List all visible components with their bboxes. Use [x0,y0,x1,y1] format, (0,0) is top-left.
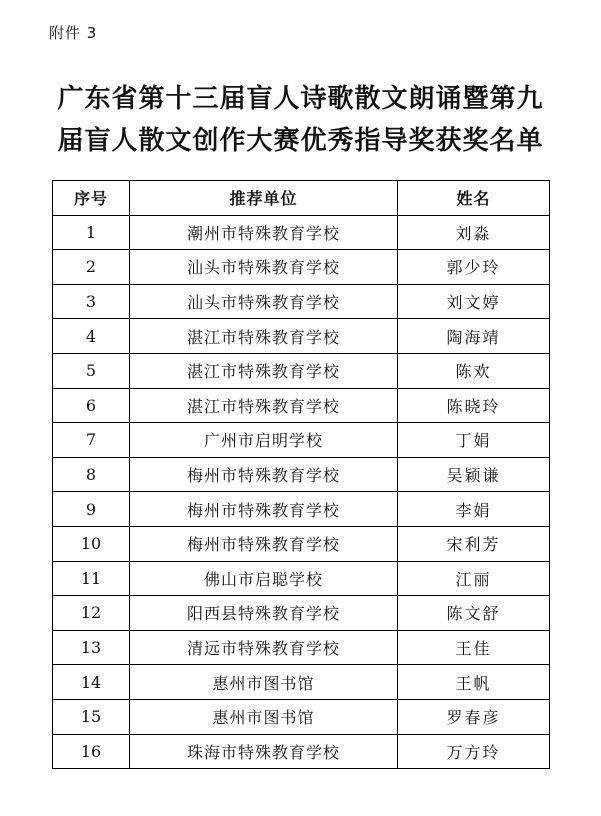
cell-name: 万方玲 [398,734,550,769]
table-row [53,526,550,561]
table-row [53,319,550,354]
cell-name: 陈晓玲 [398,388,550,423]
cell-name: 宋利芳 [398,526,550,561]
cell-name: 郭少玲 [398,250,550,285]
table-row [53,215,550,250]
cell-index: 4 [53,319,130,354]
cell-unit: 广州市启明学校 [130,423,398,458]
table-row [53,596,550,631]
cell-unit: 梅州市特殊教育学校 [130,492,398,527]
cell-index: 6 [53,388,130,423]
cell-index: 2 [53,250,130,285]
cell-unit: 惠州市图书馆 [130,699,398,734]
cell-index: 13 [53,630,130,665]
cell-unit: 阳西县特殊教育学校 [130,596,398,631]
cell-unit: 潮州市特殊教育学校 [130,215,398,250]
cell-index: 11 [53,561,130,596]
table-header-row [53,181,550,216]
table-row [53,250,550,285]
table-body [53,215,550,769]
cell-name: 江丽 [398,561,550,596]
table-row [53,734,550,769]
cell-name: 丁娟 [398,423,550,458]
table-row [53,423,550,458]
table-row [53,284,550,319]
title-line-2: 届盲人散文创作大赛优秀指导奖获奖名单 [57,126,544,156]
cell-unit: 梅州市特殊教育学校 [130,457,398,492]
cell-name: 陈欢 [398,353,550,388]
cell-unit: 汕头市特殊教育学校 [130,250,398,285]
cell-unit: 珠海市特殊教育学校 [130,734,398,769]
cell-index: 10 [53,526,130,561]
table-row [53,353,550,388]
cell-name: 刘淼 [398,215,550,250]
cell-index: 14 [53,665,130,700]
cell-name: 陶海靖 [398,319,550,354]
cell-unit: 湛江市特殊教育学校 [130,353,398,388]
table-row [53,457,550,492]
table-row [53,561,550,596]
table-row [53,492,550,527]
cell-unit: 汕头市特殊教育学校 [130,284,398,319]
cell-name: 王帆 [398,665,550,700]
table-row [53,665,550,700]
cell-index: 1 [53,215,130,250]
cell-index: 5 [53,353,130,388]
cell-name: 罗春彦 [398,699,550,734]
cell-unit: 惠州市图书馆 [130,665,398,700]
table-row [53,699,550,734]
cell-index: 7 [53,423,130,458]
cell-index: 16 [53,734,130,769]
cell-name: 吴颖谦 [398,457,550,492]
cell-name: 陈文舒 [398,596,550,631]
award-table [52,180,550,769]
document-title [0,78,601,162]
header-index: 序号 [53,181,130,216]
cell-index: 3 [53,284,130,319]
header-unit: 推荐单位 [130,181,398,216]
cell-unit: 湛江市特殊教育学校 [130,388,398,423]
cell-name: 王佳 [398,630,550,665]
cell-name: 李娟 [398,492,550,527]
cell-name: 刘文婷 [398,284,550,319]
table-row [53,630,550,665]
table-row [53,388,550,423]
cell-unit: 佛山市启聪学校 [130,561,398,596]
cell-index: 15 [53,699,130,734]
title-line-1: 广东省第十三届盲人诗歌散文朗诵暨第九 [57,84,544,114]
header-name: 姓名 [398,181,550,216]
attachment-label: 附件 3 [49,24,98,42]
cell-unit: 湛江市特殊教育学校 [130,319,398,354]
cell-unit: 梅州市特殊教育学校 [130,526,398,561]
cell-index: 9 [53,492,130,527]
cell-index: 12 [53,596,130,631]
cell-index: 8 [53,457,130,492]
cell-unit: 清远市特殊教育学校 [130,630,398,665]
